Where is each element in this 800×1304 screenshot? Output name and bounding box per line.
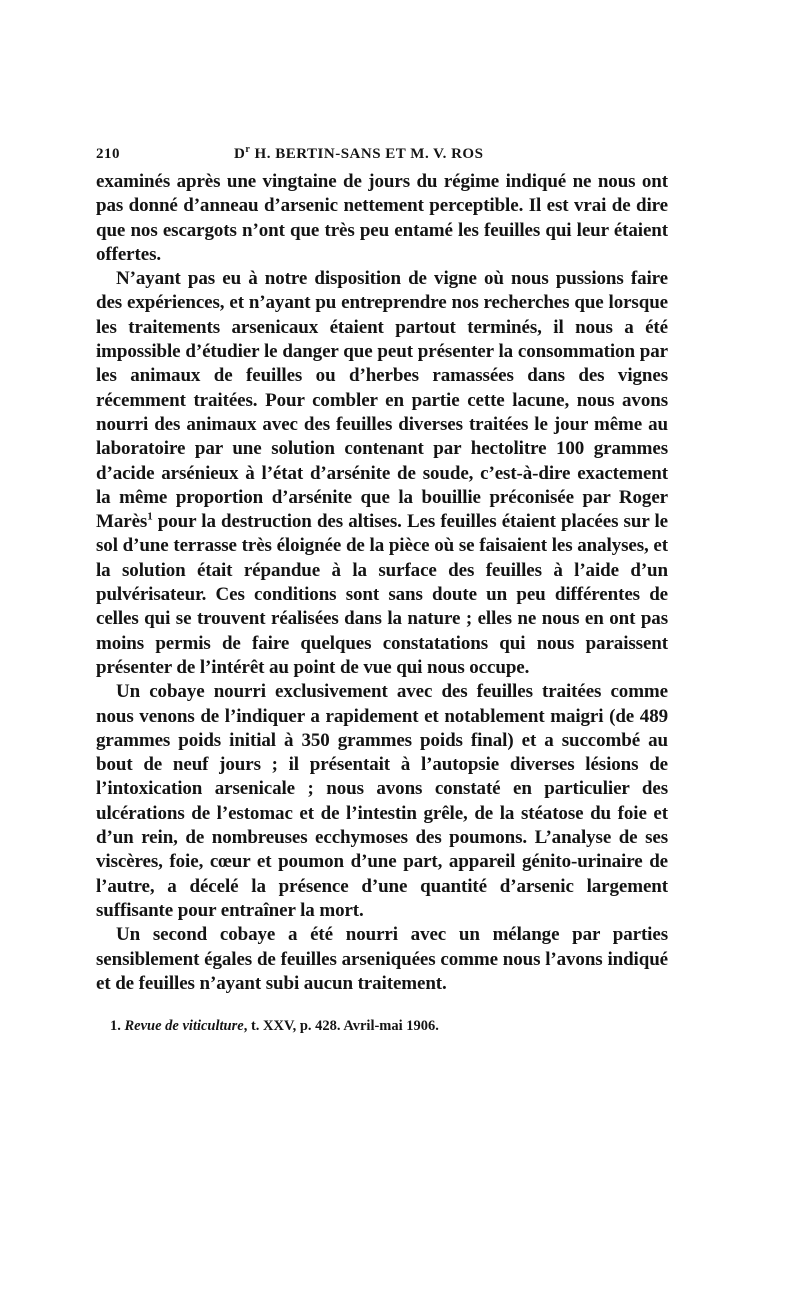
paragraph-text: N’ayant pas eu à notre disposition de vigne où nous pussions faire des expériences, et n’ayant pu entreprendre nos recherches que lorsque les traitements arsenicaux étaient partout terminés, il nous a été impossible d’étudier le danger que peut présenter la consommation par les animaux de feuilles ou d’herbes ramassées dans des vignes récemment traitées. Pour combler en partie cette lacune, nous avons nourri des animaux avec des feuilles diverses traitées le jour même au laboratoire par une solution contenant par hectolitre 100 grammes d’acide arsénieux à l’état d’arsénite de soude, c’est-à-dire exactement la même proportion d’arsénite que la bouillie préconisée par Roger Marès	[96, 268, 668, 533]
running-head	[96, 140, 668, 170]
footnote	[96, 1018, 668, 1035]
paragraph	[96, 170, 668, 267]
footnote-journal-title: Revue de viticulture	[124, 1018, 244, 1035]
book-page	[96, 140, 668, 1035]
paragraph	[96, 923, 668, 996]
footnote-number: 1.	[110, 1018, 121, 1035]
paragraph-text: examinés après une vingtaine de jours du régime indiqué ne nous ont pas donné d’anneau d’arsenic nettement perceptible. Il est vrai de dire que nos escargots n’ont que très peu entamé les feuilles qui leur étaient offertes.	[96, 171, 668, 265]
body-text	[96, 170, 668, 996]
paragraph-text: Un second cobaye a été nourri avec un mélange par parties sensiblement égales de feuilles arseniquées comme nous l’avons indiqué et de feuilles n’ayant subi aucun traitement.	[96, 924, 668, 994]
paragraph	[96, 267, 668, 680]
running-title-superscript: r	[245, 144, 251, 155]
running-title	[234, 146, 483, 163]
page-number: 210	[96, 146, 120, 162]
running-title-authors: H. BERTIN-SANS ET M. V. ROS	[250, 146, 484, 162]
paragraph-text: Un cobaye nourri exclusivement avec des feuilles traitées comme nous venons de l’indiquer a rapidement et notablement maigri (de 489 grammes poids initial à 350 grammes poids final) et a succombé au bout de neuf jours ; il présentait à l’autopsie diverses lésions de l’intoxication arsenicale ; nous avons constaté en particulier des ulcérations de l’estomac et de l’intestin grêle, de la stéatose du foie et d’un rein, de nombreuses ecchymoses des poumons. L’analyse de ses viscères, foie, cœur et poumon d’une part, appareil génito-urinaire de l’autre, a décelé la présence d’une quantité d’arsenic largement suffisante pour entraîner la mort.	[96, 681, 668, 921]
running-title-prefix: D	[234, 146, 246, 162]
footnote-citation: , t. XXV, p. 428. Avril-mai 1906.	[243, 1018, 439, 1035]
footnote-reference: 1	[147, 510, 153, 523]
paragraph-text: pour la destruction des altises. Les feuilles étaient placées sur le sol d’une terrasse très éloignée de la pièce où se faisaient les analyses, et la solution était répandue à la surface des feuilles à l’aide d’un pulvérisateur. Ces conditions sont sans doute un peu différentes de celles qui se trouvent réalisées dans la nature ; elles ne nous en ont pas moins permis de faire quelques constatations qui nous paraissent présenter de l’intérêt au point de vue qui nous occupe.	[96, 511, 668, 678]
paragraph	[96, 680, 668, 923]
